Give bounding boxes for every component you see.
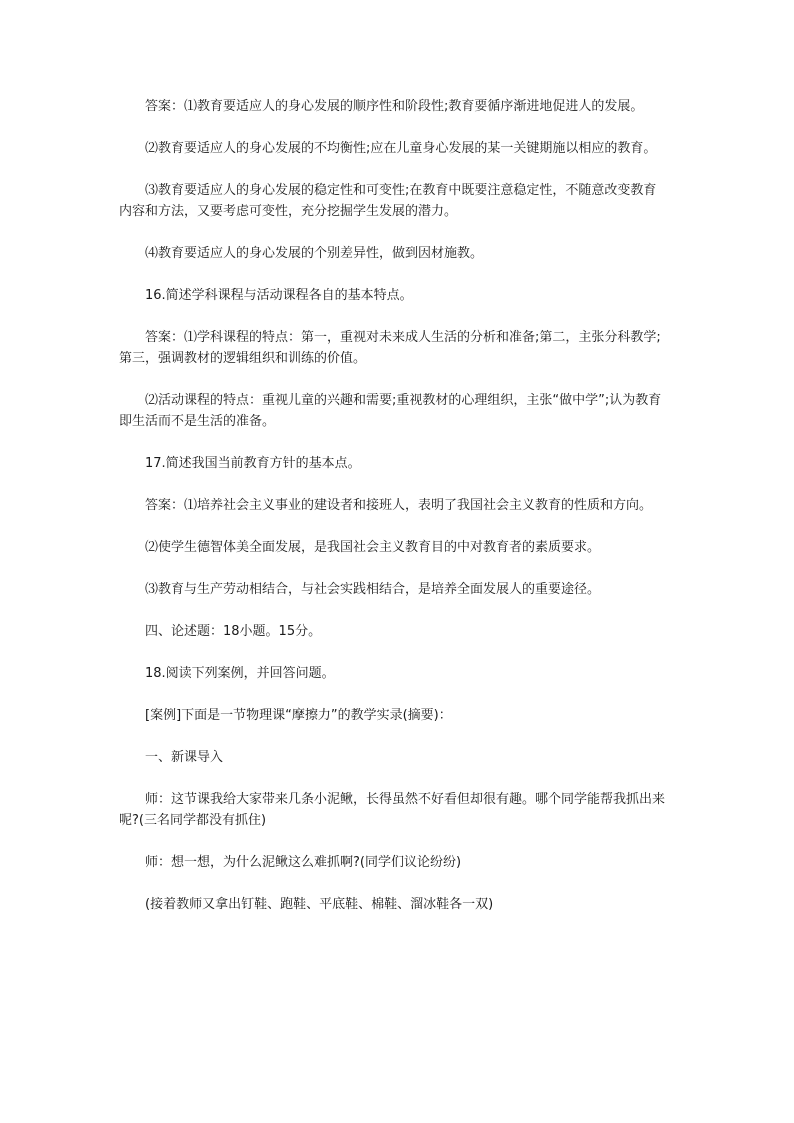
answer-16-point-2: ⑵活动课程的特点：重视儿童的兴趣和需要;重视教材的心理组织，主张“做中学”;认为教育即生活而不是生活的准备。	[119, 393, 662, 429]
question-17: 17.简述我国当前教育方针的基本点。	[145, 456, 361, 471]
case-dialogue-2: 师：想一想，为什么泥鳅这么难抓啊?(同学们议论纷纷)	[145, 855, 462, 870]
answer-15-point-2: ⑵教育要适应人的身心发展的不均衡性;应在儿童身心发展的某一关键期施以相应的教育。	[145, 141, 657, 156]
case-narration: (接着教师又拿出钉鞋、跑鞋、平底鞋、棉鞋、溜冰鞋各一双)	[145, 897, 494, 912]
answer-15-point-4: ⑷教育要适应人的身心发展的个别差异性，做到因材施教。	[145, 246, 484, 261]
answer-16-point-1: 答案：⑴学科课程的特点：第一，重视对未来成人生活的分析和准备;第二，主张分科教学;第三，强调教材的逻辑组织和训练的价值。	[119, 330, 661, 366]
question-18: 18.阅读下列案例，并回答问题。	[145, 666, 335, 681]
answer-17-point-3: ⑶教育与生产劳动相结合，与社会实践相结合，是培养全面发展人的重要途径。	[145, 582, 601, 597]
answer-17-point-1: 答案：⑴培养社会主义事业的建设者和接班人，表明了我国社会主义教育的性质和方向。	[145, 498, 653, 513]
answer-15-point-1: 答案：⑴教育要适应人的身心发展的顺序性和阶段性;教育要循序渐进地促进人的发展。	[145, 99, 644, 114]
question-16: 16.简述学科课程与活动课程各自的基本特点。	[145, 288, 413, 303]
answer-17-point-2: ⑵使学生德智体美全面发展，是我国社会主义教育目的中对教育者的素质要求。	[145, 540, 601, 555]
case-intro: [案例]下面是一节物理课“摩擦力”的教学实录(摘要)：	[145, 708, 452, 723]
answer-15-point-3: ⑶教育要适应人的身心发展的稳定性和可变性;在教育中既要注意稳定性，不随意改变教育内容和方法，又要考虑可变性，充分挖掘学生发展的潜力。	[119, 183, 657, 219]
document-body	[119, 96, 669, 936]
case-dialogue-1: 师：这节课我给大家带来几条小泥鳅，长得虽然不好看但却很有趣。哪个同学能帮我抓出来呢?(三名同学都没有抓住)	[119, 792, 666, 828]
case-section-heading: 一、新课导入	[145, 750, 224, 765]
section-heading-essay: 四、论述题：18小题。15分。	[145, 624, 322, 639]
